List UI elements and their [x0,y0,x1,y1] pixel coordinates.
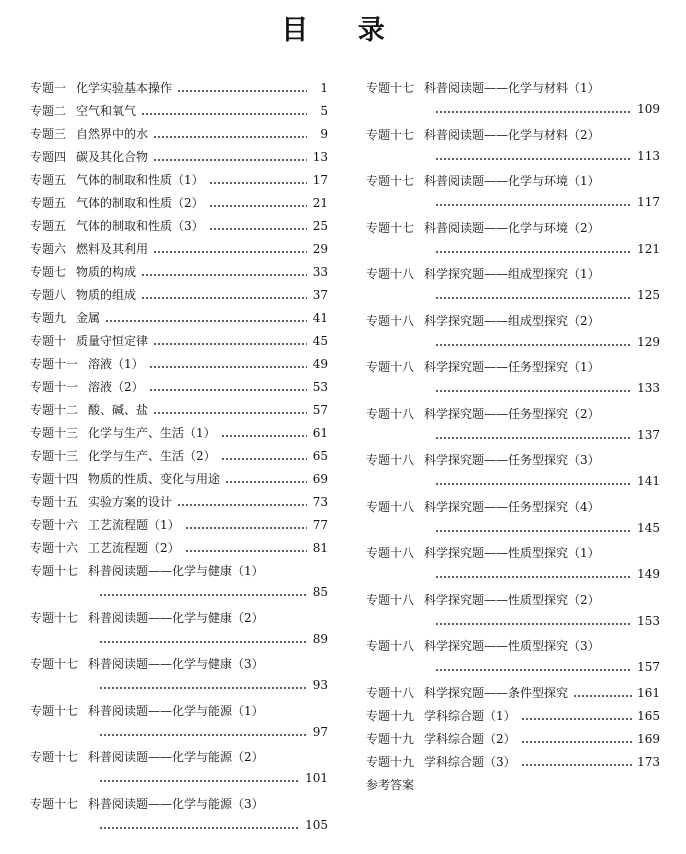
toc-entry-label: 专题十四 [30,472,79,486]
toc-entry-line [366,287,660,303]
toc-entry-label: 专题三 [30,127,67,141]
toc-entry-line [30,195,328,211]
toc-dot-leader [153,136,307,138]
toc-entry[interactable] [30,517,328,540]
toc-entry[interactable] [30,172,328,195]
toc-entry[interactable] [366,731,660,754]
toc-entry-title: 化学与生产、生活（2） [88,449,216,463]
toc-entry-title: 气体的制取和性质（3） [76,219,204,233]
toc-right-column [366,80,660,800]
toc-entry[interactable] [366,545,660,592]
toc-dot-leader [99,687,307,689]
toc-entry-page: 161 [637,685,660,700]
toc-entry-page: 133 [637,381,660,395]
toc-entry-title: 科学探究题——组成型探究（2） [424,313,600,328]
toc-dot-leader [141,113,307,115]
toc-entry-title: 物质的构成 [76,265,137,279]
toc-entry-line [30,540,328,556]
toc-entry-label: 专题十九 [366,754,415,769]
toc-entry-line [30,218,328,234]
toc-entry-page: 41 [312,311,328,325]
toc-entry-line [366,592,660,608]
toc-entry-line [30,677,328,693]
toc-entry-line [366,659,660,675]
toc-entry-label: 专题十一 [30,380,79,394]
toc-entry-title: 科学探究题——任务型探究（4） [424,499,600,514]
toc-entry-title: 科普阅读题——化学与环境（1） [424,174,600,188]
toc-entry[interactable] [366,777,660,800]
toc-entry-page: 69 [312,472,328,486]
toc-entry-line [366,220,660,236]
toc-entry[interactable] [366,80,660,127]
toc-entry-page: 113 [637,148,660,163]
toc-entry-page: 77 [312,518,328,532]
toc-dot-leader [435,669,632,671]
toc-entry-title: 气体的制取和性质（1） [76,173,204,187]
toc-dot-leader [153,412,307,414]
toc-entry-title: 科普阅读题——化学与健康（2） [88,610,264,625]
toc-entry-line [30,287,328,303]
toc-entry-label: 专题十七 [30,564,79,578]
toc-entry-title: 科普阅读题——化学与能源（2） [88,750,264,764]
toc-dot-leader [99,594,307,596]
toc-entry-label: 专题十七 [366,174,415,188]
toc-entry[interactable] [30,241,328,264]
toc-entry[interactable] [366,592,660,639]
toc-entry-line [366,241,660,257]
toc-dot-leader [435,158,632,160]
toc-entry-page: 117 [637,195,660,209]
toc-entry-title: 科学探究题——任务型探究（3） [424,453,600,467]
toc-entry-line [366,754,660,770]
toc-entry-line [366,173,660,189]
toc-entry-line [366,613,660,629]
toc-entry-label: 专题十 [30,334,67,348]
toc-entry-label: 专题十三 [30,449,79,463]
toc-entry-title: 科学探究题——任务型探究（2） [424,406,600,421]
toc-entry-line [30,402,328,418]
toc-entry-title: 科普阅读题——化学与健康（3） [88,657,264,671]
toc-entry-line [30,149,328,165]
toc-entry-line [30,264,328,280]
toc-entry-line [30,631,328,647]
toc-entry-title: 化学与生产、生活（1） [88,426,216,440]
toc-entry[interactable] [30,749,328,796]
toc-entry-page: 165 [637,708,660,723]
toc-dot-leader [99,641,307,643]
toc-entry-line [30,817,328,833]
toc-entry-label: 专题十七 [366,81,415,95]
toc-entry-line [30,333,328,349]
toc-entry-line [366,685,660,701]
toc-entry-line [30,103,328,119]
toc-dot-leader [209,228,307,230]
toc-entry-title: 物质的组成 [76,288,137,302]
toc-entry-page: 85 [312,585,328,599]
toc-entry-line [366,148,660,164]
toc-entry-title: 碳及其化合物 [76,150,149,164]
toc-entry-line [30,126,328,142]
toc-dot-leader [435,437,632,439]
toc-entry-label: 专题十二 [30,403,79,417]
toc-entry-line [366,473,660,489]
toc-entry-label: 专题七 [30,265,67,279]
toc-dot-leader [209,205,307,207]
toc-entry-line [30,310,328,326]
toc-entry-line [30,471,328,487]
toc-dot-leader [435,530,632,532]
toc-entry-line [30,703,328,719]
toc-entry[interactable] [30,703,328,750]
toc-entry-line [30,749,328,765]
toc-entry-title: 科普阅读题——化学与能源（1） [88,703,264,718]
toc-entry[interactable] [366,638,660,685]
toc-entry-page: 169 [637,731,660,746]
toc-entry-line [30,724,328,740]
toc-entry-label: 专题十七 [30,750,79,764]
toc-dot-leader [435,344,632,346]
toc-entry-label: 专题十七 [366,220,415,235]
toc-entry-line [366,638,660,654]
toc-entry-label: 专题十六 [30,541,79,555]
toc-dot-leader [153,159,307,161]
toc-entry-line [366,101,660,117]
toc-dot-leader [435,204,632,206]
toc-entry[interactable] [30,356,328,379]
toc-entry-label: 专题十八 [366,360,415,374]
toc-entry-page: 53 [312,380,328,394]
toc-entry[interactable] [30,656,328,703]
toc-entry[interactable] [30,287,328,310]
toc-dot-leader [221,458,307,460]
toc-entry[interactable] [366,220,660,267]
toc-entry-label: 专题十七 [30,610,79,625]
toc-entry-page: 125 [637,288,660,302]
toc-entry[interactable] [30,126,328,149]
toc-entry[interactable] [30,103,328,126]
toc-entry-label: 专题六 [30,242,67,256]
toc-entry-page: 57 [312,403,328,417]
toc-dot-leader [435,111,632,113]
toc-entry-label: 专题十八 [366,267,415,281]
toc-entry-label: 专题十六 [30,518,79,532]
toc-entry-label: 专题十八 [366,685,415,700]
toc-entry-page: 105 [305,817,328,832]
toc-entry[interactable] [366,452,660,499]
toc-entry[interactable] [30,218,328,241]
toc-entry-line [366,194,660,210]
toc-dot-leader [177,504,307,506]
toc-entry-title: 自然界中的水 [76,127,149,141]
toc-entry[interactable] [30,379,328,402]
toc-entry-label: 参考答案 [366,777,415,792]
toc-dot-leader [521,764,632,766]
toc-entry-line [30,448,328,464]
toc-entry-line [30,425,328,441]
toc-entry-label: 专题十七 [366,127,415,142]
toc-entry-title: 科普阅读题——化学与能源（3） [88,796,264,811]
toc-entry-label: 专题十九 [366,731,415,746]
toc-entry-page: 81 [312,541,328,555]
toc-entry[interactable] [30,80,328,103]
toc-entry-label: 专题十八 [366,313,415,328]
toc-entry-page: 9 [320,127,328,141]
toc-entry-page: 109 [637,102,660,116]
toc-entry-line [366,731,660,747]
toc-entry-line [30,172,328,188]
toc-entry-title: 学科综合题（3） [424,754,516,769]
toc-entry-title: 科学探究题——性质型探究（3） [424,639,600,653]
toc-entry[interactable] [30,310,328,333]
toc-entry-page: 49 [312,357,328,371]
toc-entry-line [366,380,660,396]
toc-entry-title: 溶液（1） [88,357,144,371]
toc-entry-page: 145 [637,520,660,535]
toc-entry-title: 科普阅读题——化学与健康（1） [88,564,264,578]
toc-entry[interactable] [30,448,328,471]
toc-entry-title: 科普阅读题——化学与材料（1） [424,81,600,95]
toc-dot-leader [435,576,632,578]
toc-entry[interactable] [30,425,328,448]
toc-dot-leader [521,741,632,743]
toc-entry-title: 科学探究题——性质型探究（1） [424,546,600,560]
toc-entry-page: 37 [312,288,328,302]
toc-entry-page: 141 [637,474,660,488]
toc-dot-leader [141,274,307,276]
toc-entry-page: 157 [637,660,660,674]
toc-entry-title: 酸、碱、盐 [88,403,149,417]
toc-left-column [30,80,328,842]
toc-entry-title: 实验方案的设计 [88,495,173,509]
toc-entry[interactable] [30,563,328,610]
toc-entry-title: 燃料及其利用 [76,242,149,256]
toc-entry-line [30,494,328,510]
toc-entry[interactable] [30,540,328,563]
toc-entry-label: 专题十八 [366,499,415,514]
toc-dot-leader [153,251,307,253]
toc-entry-title: 科学探究题——任务型探究（1） [424,360,600,374]
toc-entry-line [30,610,328,626]
toc-entry-title: 物质的性质、变化与用途 [88,472,221,486]
toc-entry-label: 专题十八 [366,639,415,653]
toc-entry-title: 金属 [76,311,101,325]
toc-entry-title: 学科综合题（1） [424,708,516,723]
toc-entry-page: 93 [312,678,328,692]
toc-entry-label: 专题十五 [30,495,79,509]
toc-entry-title: 化学实验基本操作 [76,81,173,95]
toc-entry-line [366,452,660,468]
toc-entry[interactable] [30,195,328,218]
toc-entry-title: 工艺流程题（1） [88,518,180,532]
toc-entry-line [30,517,328,533]
toc-entry-page: 25 [312,219,328,233]
toc-entry-line [366,313,660,329]
toc-entry-line [366,520,660,536]
toc-entry-page: 17 [312,173,328,187]
toc-entry[interactable] [30,796,328,843]
toc-dot-leader [185,527,307,529]
toc-entry-title: 溶液（2） [88,380,144,394]
toc-entry[interactable] [30,402,328,425]
toc-entry[interactable] [366,173,660,220]
toc-dot-leader [573,695,632,697]
toc-dot-leader [435,390,632,392]
toc-entry-page: 121 [637,241,660,256]
toc-entry-line [30,241,328,257]
toc-entry-label: 专题八 [30,288,67,302]
toc-entry-page: 101 [305,771,328,785]
toc-entry-title: 科学探究题——条件型探究 [424,685,569,700]
toc-entry-title: 科学探究题——性质型探究（2） [424,592,600,607]
toc-entry-page: 21 [312,196,328,210]
toc-entry[interactable] [366,708,660,731]
toc-entry-label: 专题九 [30,311,67,325]
toc-entry-label: 专题十八 [366,592,415,607]
toc-entry-line [366,127,660,143]
toc-entry[interactable] [366,406,660,453]
toc-entry-label: 专题十七 [30,796,79,811]
toc-entry-page: 97 [312,724,328,739]
toc-entry-label: 专题十八 [366,546,415,560]
toc-dot-leader [435,623,632,625]
toc-entry-line [366,359,660,375]
toc-entry-page: 29 [312,242,328,256]
toc-entry-label: 专题一 [30,81,67,95]
toc-entry-line [366,406,660,422]
toc-entry[interactable] [30,149,328,172]
toc-entry-line [30,656,328,672]
toc-entry-line [30,80,328,96]
toc-entry-title: 科普阅读题——化学与材料（2） [424,127,600,142]
toc-entry-label: 专题五 [30,219,67,233]
toc-entry-line [366,545,660,561]
toc-entry-label: 专题十七 [30,657,79,671]
toc-entry-label: 专题十三 [30,426,79,440]
toc-entry[interactable] [30,610,328,657]
toc-entry-line [366,708,660,724]
toc-entry-label: 专题十八 [366,406,415,421]
page-title: 目 录 [281,15,405,46]
toc-entry-line [30,770,328,786]
toc-entry-label: 专题五 [30,196,67,210]
toc-entry-page: 149 [637,567,660,581]
toc-entry-page: 73 [312,495,328,509]
toc-entry-page: 45 [312,334,328,348]
toc-dot-leader [185,550,307,552]
toc-entry-label: 专题五 [30,173,67,187]
toc-entry-page: 1 [320,81,328,95]
toc-entry-page: 89 [312,631,328,646]
toc-entry-page: 129 [637,334,660,349]
toc-entry-label: 专题四 [30,150,67,164]
toc-entry-title: 质量守恒定律 [76,334,149,348]
toc-entry-line [366,777,660,793]
toc-dot-leader [99,827,300,829]
toc-entry[interactable] [30,333,328,356]
toc-entry-line [30,796,328,812]
toc-entry-line [30,563,328,579]
toc-entry-page: 137 [637,427,660,442]
toc-dot-leader [521,718,632,720]
toc-entry-line [366,566,660,582]
toc-entry-line [366,266,660,282]
toc-entry-page: 61 [312,426,328,440]
toc-dot-leader [149,366,307,368]
toc-entry[interactable] [366,313,660,360]
toc-entry-line [30,379,328,395]
toc-entry[interactable] [366,359,660,406]
toc-entry-line [366,334,660,350]
toc-entry-line [366,499,660,515]
toc-entry-label: 专题十一 [30,357,79,371]
toc-dot-leader [435,251,632,253]
toc-entry-label: 专题十七 [30,703,79,718]
toc-dot-leader [99,734,307,736]
toc-dot-leader [105,320,307,322]
toc-entry-line [30,356,328,372]
toc-entry-page: 153 [637,613,660,628]
toc-entry-page: 5 [320,104,328,118]
toc-entry[interactable] [366,127,660,174]
toc-entry[interactable] [366,499,660,546]
toc-entry[interactable] [30,494,328,517]
toc-dot-leader [435,483,632,485]
toc-dot-leader [149,389,307,391]
toc-entry[interactable] [30,471,328,494]
toc-entry-line [366,427,660,443]
toc-entry-title: 工艺流程题（2） [88,541,180,555]
toc-entry[interactable] [366,685,660,708]
toc-entry-page: 13 [312,150,328,164]
toc-entry[interactable] [366,266,660,313]
toc-entry-line [366,80,660,96]
toc-entry-title: 气体的制取和性质（2） [76,196,204,210]
toc-dot-leader [225,481,307,483]
toc-entry-page: 173 [637,754,660,769]
toc-entry-label: 专题十九 [366,708,415,723]
toc-dot-leader [209,182,307,184]
toc-dot-leader [153,343,307,345]
toc-dot-leader [221,435,307,437]
toc-entry-page: 33 [312,265,328,279]
toc-dot-leader [99,780,300,782]
toc-entry-title: 科普阅读题——化学与环境（2） [424,220,600,235]
toc-dot-leader [435,297,632,299]
toc-entry-label: 专题十八 [366,453,415,467]
toc-entry-title: 科学探究题——组成型探究（1） [424,267,600,281]
toc-entry-title: 学科综合题（2） [424,731,516,746]
toc-entry[interactable] [30,264,328,287]
toc-entry[interactable] [366,754,660,777]
toc-entry-line [30,584,328,600]
toc-entry-label: 专题二 [30,104,67,118]
toc-dot-leader [141,297,307,299]
toc-entry-title: 空气和氧气 [76,104,137,118]
toc-dot-leader [177,90,307,92]
toc-entry-page: 65 [312,449,328,463]
